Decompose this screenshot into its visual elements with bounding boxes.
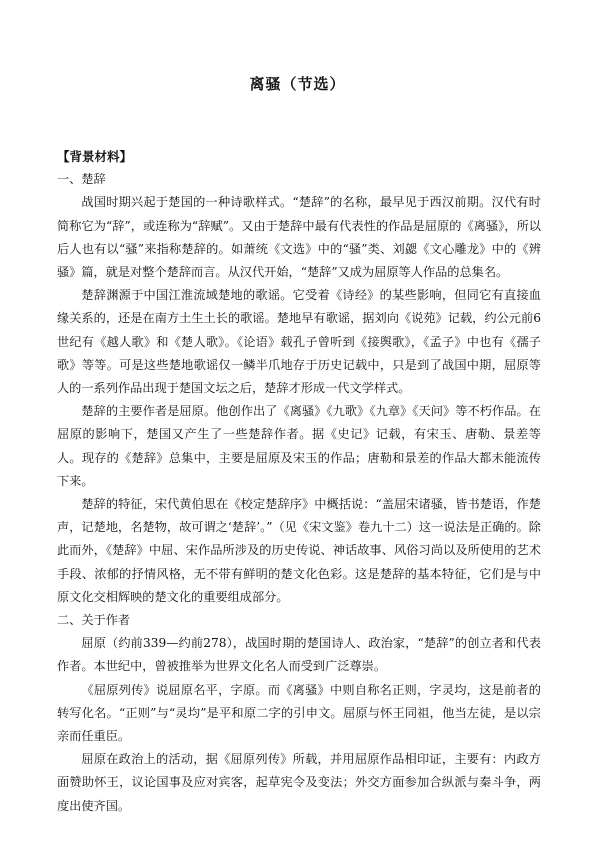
paragraph: 楚辞的主要作者是屈原。他创作出了《离骚》《九歌》《九章》《天问》等不朽作品。在屈原的影响下，楚国又产生了一些楚辞作者。据《史记》记载，有宋玉、唐勒、景差等人。现存的《楚辞》总集中，主要是屈原及宋玉的作品；唐勒和景差的作品大都未能流传下来。 [57, 404, 541, 488]
paragraph: 屈原（约前339—约前278），战国时期的楚国诗人、政治家，“楚辞”的创立者和代表作者。本世纪中，曾被推举为世界文化名人而受到广泛尊崇。 [57, 636, 541, 674]
section-heading-author: 二、关于作者 [57, 613, 131, 628]
paragraph: 《屈原列传》说屈原名平，字原。而《离骚》中则自称名正则，字灵均，这是前者的转写化名。“正则”与“灵均”是平和原二字的引申文。屈原与怀王同祖，他当左徒，是以宗亲而任重臣。 [57, 682, 541, 744]
page-title: 离骚（节选） [249, 75, 346, 93]
background-heading: 【背景材料】 [57, 149, 133, 164]
paragraph: 屈原在政治上的活动，据《屈原列传》所载，并用屈原作品相印证，主要有：内政方面赞助怀王，议论国事及应对宾客，起草宪令及变法；外交方面参加合纵派与秦斗争，两度出使齐国。 [57, 752, 541, 813]
paragraph: 战国时期兴起于楚国的一种诗歌样式。“楚辞”的名称，最早见于西汉前期。汉代有时简称它为“辞”，或连称为“辞赋”。又由于楚辞中最有代表性的作品是屈原的《离骚》，所以后人也有以“骚”来指称楚辞的。如萧统《文选》中的“骚”类、刘勰《文心雕龙》中的《辨骚》篇，就是对整个楚辞而言。从汉代开始，“楚辞”又成为屈原等人作品的总集名。 [57, 195, 541, 280]
document-body [57, 145, 541, 818]
section-heading-chuci: 一、楚辞 [57, 172, 106, 187]
paragraph: 楚辞渊源于中国江淮流域楚地的歌谣。它受着《诗经》的某些影响，但同它有直接血缘关系的，还是在南方土生土长的歌谣。楚地早有歌谣，据刘向《说苑》记载，约公元前6世纪有《越人歌》和《楚人歌》。《论语》载孔子曾听到《接舆歌》，《孟子》中也有《孺子歌》等等。可是这些楚地歌谣仅一鳞半爪地存于历史记载中，只是到了战国中期，屈原等人的一系列作品出现于楚国文坛之后，楚辞才形成一代文学样式。 [57, 288, 541, 396]
paragraph: 楚辞的特征，宋代黄伯思在《校定楚辞序》中概括说：“盖屈宋诸骚，皆书楚语，作楚声，记楚地，名楚物，故可谓之‘楚辞’。”（见《宋文鉴》卷九十二）这一说法是正确的。除此而外，《楚辞》中屈、宋作品所涉及的历史传说、神话故事、风俗习尚以及所使用的艺术手段、浓郁的抒情风格，无不带有鲜明的楚文化色彩。这是楚辞的基本特征，它们是与中原文化交相辉映的楚文化的重要组成部分。 [57, 497, 541, 604]
